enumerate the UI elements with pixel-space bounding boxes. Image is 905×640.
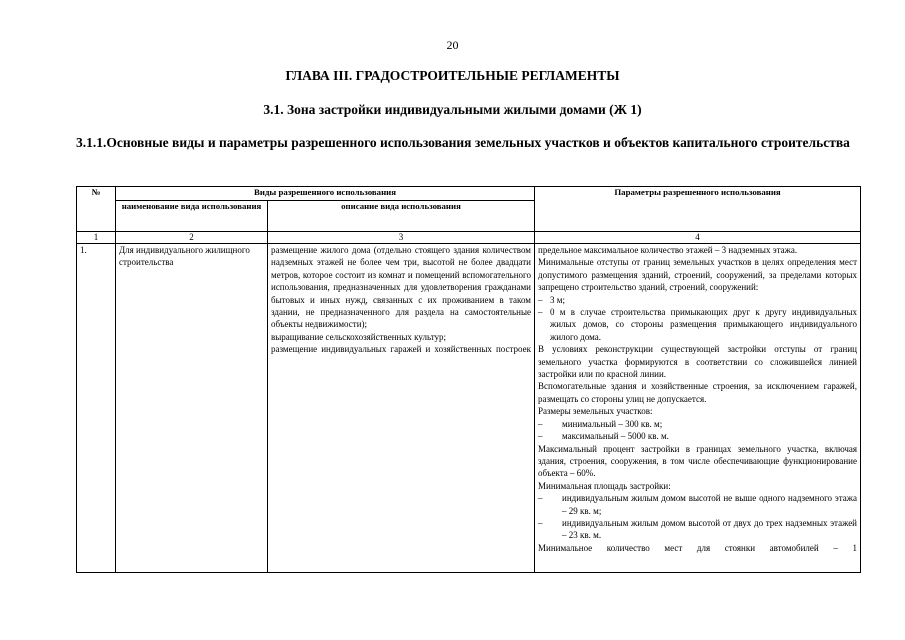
parameter-list-item: – 3 м; bbox=[538, 294, 565, 305]
column-number: 4 bbox=[535, 232, 861, 244]
parameter-list-item: – минимальный – 300 кв. м; bbox=[538, 418, 663, 429]
parameter-list-item: – индивидуальным жилым домом высотой от двух до трех надземных этажей – 23 кв. м. bbox=[538, 517, 857, 541]
zone-title: 3.1. Зона застройки индивидуальными жилыми домами (Ж 1) bbox=[263, 102, 642, 117]
chapter-title: ГЛАВА III. ГРАДОСТРОИТЕЛЬНЫЕ РЕГЛАМЕНТЫ bbox=[285, 68, 620, 83]
parameter-paragraph: Минимальные отступы от границ земельных участков в целях определения мест допустимого размещения зданий, строений, сооружений, за пределами которых запрещено строительство зданий, строений, сооружений: bbox=[538, 257, 857, 293]
header-use-description: описание вида использования bbox=[268, 201, 535, 232]
parameter-paragraph: Вспомогательные здания и хозяйственные строения, за исключением гаражей, размещать со стороны улиц не допускается. bbox=[538, 381, 857, 404]
parameter-paragraph: Минимальная площадь застройки: bbox=[538, 480, 671, 491]
land-use-table bbox=[76, 186, 861, 573]
page-number: 20 bbox=[446, 38, 459, 52]
header-use-name: наименование вида использования bbox=[116, 201, 268, 232]
header-use-types: Виды разрешенного использования bbox=[116, 187, 535, 201]
column-number: 3 bbox=[268, 232, 535, 244]
parameter-paragraph: Максимальный процент застройки в границах земельного участка, включая здания, строения, сооружения, в том числе обеспечивающие функционирование объекта – 60%. bbox=[538, 443, 857, 479]
description-paragraph: размещение индивидуальных гаражей и хозяйственных построек bbox=[271, 344, 531, 355]
header-parameters: Параметры разрешенного использования bbox=[535, 187, 861, 232]
row-number: 1. bbox=[77, 244, 116, 573]
use-name-cell: Для индивидуального жилищного строительства bbox=[116, 244, 268, 573]
column-number: 1 bbox=[77, 232, 116, 244]
parameter-list-item: – максимальный – 5000 кв. м. bbox=[538, 431, 669, 442]
parameter-paragraph: В условиях реконструкции существующей застройки отступы от границ земельного участка формируются в соответствии со сложившейся линией застройки или по красной линии. bbox=[538, 344, 857, 380]
description-paragraph: выращивание сельскохозяйственных культур; bbox=[271, 331, 447, 342]
parameter-paragraph: предельное максимальное количество этажей – 3 надземных этажа. bbox=[538, 245, 798, 255]
description-paragraph: размещение жилого дома (отдельно стоящего здания количеством надземных этажей не более чем три, высотой не более двадцати метров, которое состоит из комнат и помещений вспомогательного использования, предназначенных для удовлетворения гражданами бытовых и иных нужд, связанных с их проживанием в таком здании, не предназначенного для раздела на самостоятельные объекты недвижимости); bbox=[271, 245, 531, 330]
parameter-list-item: – индивидуальным жилым домом высотой не выше одного надземного этажа – 29 кв. м; bbox=[538, 493, 857, 516]
section-title: 3.1.1.Основные виды и параметры разрешенного использования земельных участков и объектов капитального строительства bbox=[76, 135, 850, 150]
parameter-paragraph: Минимальное количество мест для стоянки автомобилей – 1 bbox=[538, 542, 857, 553]
parameter-list-item: – 0 м в случае строительства примыкающих друг к другу индивидуальных жилых домов, со стороны размещения примыкающего индивидуального жилого дома. bbox=[538, 307, 857, 342]
parameter-paragraph: Размеры земельных участков: bbox=[538, 406, 653, 417]
parameters-cell bbox=[535, 244, 861, 573]
use-description-cell bbox=[268, 244, 535, 573]
header-number: № bbox=[77, 187, 116, 232]
column-number: 2 bbox=[116, 232, 268, 244]
